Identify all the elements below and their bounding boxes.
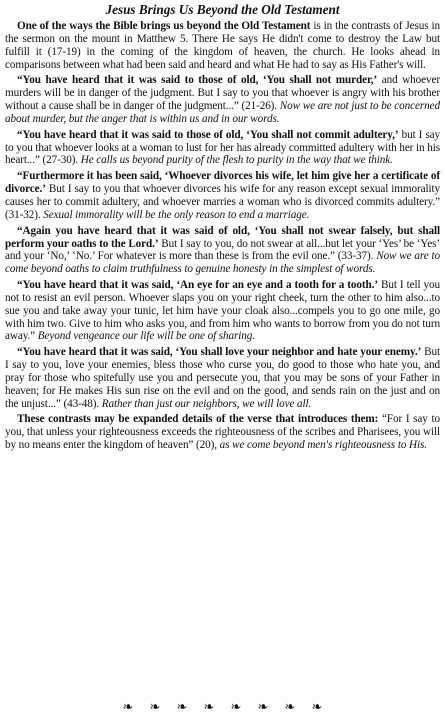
paragraph xyxy=(5,129,440,168)
paragraph xyxy=(5,346,440,410)
paragraph-body: “For I say to you, that unless your righteousness exceeds the righteousness of the scribes and Pharisees, you will by no means enter the kingdom of heaven” (20), xyxy=(5,413,440,452)
bird-icon: ❧ xyxy=(284,699,296,714)
paragraph-lead: These contrasts may be expanded details of the verse that introduces them: xyxy=(17,413,379,426)
paragraph-body: But I say to you, love your enemies, bless those who curse you, do good to those who hate you, and pray for those who spitefully use you and persecute you, that you may be sons of your Father in heaven; for He makes His sun rise on the evil and on the good, and sends rain on the just and on the unjust...” (43-48). xyxy=(5,346,441,410)
paragraph-note: Beyond vengeance our life will be one of sharing. xyxy=(37,330,255,343)
paragraph-lead: “You have heard that it was said to those of old, ‘You shall not commit adultery,’ xyxy=(17,128,399,141)
paragraph-body: But I say to you, do not swear at all...but let your ‘Yes’ be ‘Yes’ and your ‘No,’ ‘No.’ For whatever is more than these is from the evil one.” (33-37). xyxy=(5,237,440,263)
paragraph-note: Sexual immorality will be the only reason to end a marriage. xyxy=(43,208,310,221)
paragraph-note: Now we are not just to be concerned about murder, but the anger that is within us and in our words. xyxy=(5,100,440,125)
paragraph-body: is in the contrasts of Jesus in the sermon on the mount in Matthew 5. There He says He didn't come to destroy the Law but fulfill it (17-19) in the coming of the kingdom of heaven, the church. He looks ahead in comparisons between what had been said and heard and what He had to say as His Father's will. xyxy=(5,20,440,71)
bird-icon: ❧ xyxy=(257,699,269,714)
paragraph-note: He calls us beyond purity of the flesh to purity in the way that we think. xyxy=(80,154,393,167)
bird-ornament-row xyxy=(0,699,445,715)
bird-icon: ❧ xyxy=(149,699,161,714)
bird-icon: ❧ xyxy=(122,699,134,714)
paragraph-lead: “Again you have heard that it was said of old, ‘You shall not swear falsely, but shall perform your oaths to the Lord.’ xyxy=(5,224,440,250)
paragraph-lead: “You have heard that it was said, ‘An eye for an eye and a tooth for a tooth.’ xyxy=(17,279,378,292)
paragraph-body: and whoever murders will be in danger of the judgment. But I say to you that whoever is angry with his brother without a cause shall be in danger of the judgment...” (21-26). xyxy=(5,74,440,113)
bird-icon: ❧ xyxy=(203,699,215,714)
paragraph-note: as we come beyond men's righteousness to His. xyxy=(219,439,427,452)
paragraph xyxy=(5,170,440,221)
paragraph-lead: One of the ways the Bible brings us beyond the Old Testament xyxy=(17,20,311,32)
page-title: Jesus Brings Us Beyond the Old Testament xyxy=(105,2,340,17)
paragraph-note: Now we are to come beyond oaths to claim truthfulness to genuine honesty in the simplest of words. xyxy=(5,250,440,276)
bird-icon: ❧ xyxy=(230,699,242,714)
paragraph xyxy=(5,225,440,276)
paragraph xyxy=(5,74,440,125)
paragraph xyxy=(5,413,440,452)
paragraph-lead: “Furthermore it has been said, ‘Whoever divorces his wife, let him give her a certificate of divorce.’ xyxy=(5,170,440,196)
bird-icon: ❧ xyxy=(311,699,323,714)
paragraph xyxy=(5,279,440,343)
paragraph-lead: “You have heard that it was said to those of old, ‘You shall not murder,’ xyxy=(17,74,378,87)
paragraph-body: but I say to you that whoever looks at a woman to lust for her has already committed adultery with her in his heart...” (27-30). xyxy=(5,128,441,167)
paragraph-lead: “You have heard that it was said, ‘You shall love your neighbor and hate your enemy.’ xyxy=(17,346,422,359)
paragraph-body: But I tell you not to resist an evil person. Whoever slaps you on your right cheek, turn the other to him also...to sue you and take away your tunic, let him have your cloak also...compels you to go one mile, go with him two. Give to him who asks you, and from him who wants to borrow from you do not turn away.” xyxy=(5,279,440,343)
paragraph-body: But I say to you that whoever divorces his wife for any reason except sexual immorality causes her to commit adultery, and whoever marries a woman who is divorced commits adultery.” (31-32). xyxy=(5,183,440,221)
paragraph xyxy=(5,20,440,71)
bird-icon: ❧ xyxy=(176,699,188,714)
paragraph-note: Rather than just our neighbors, we will love all. xyxy=(101,397,312,410)
